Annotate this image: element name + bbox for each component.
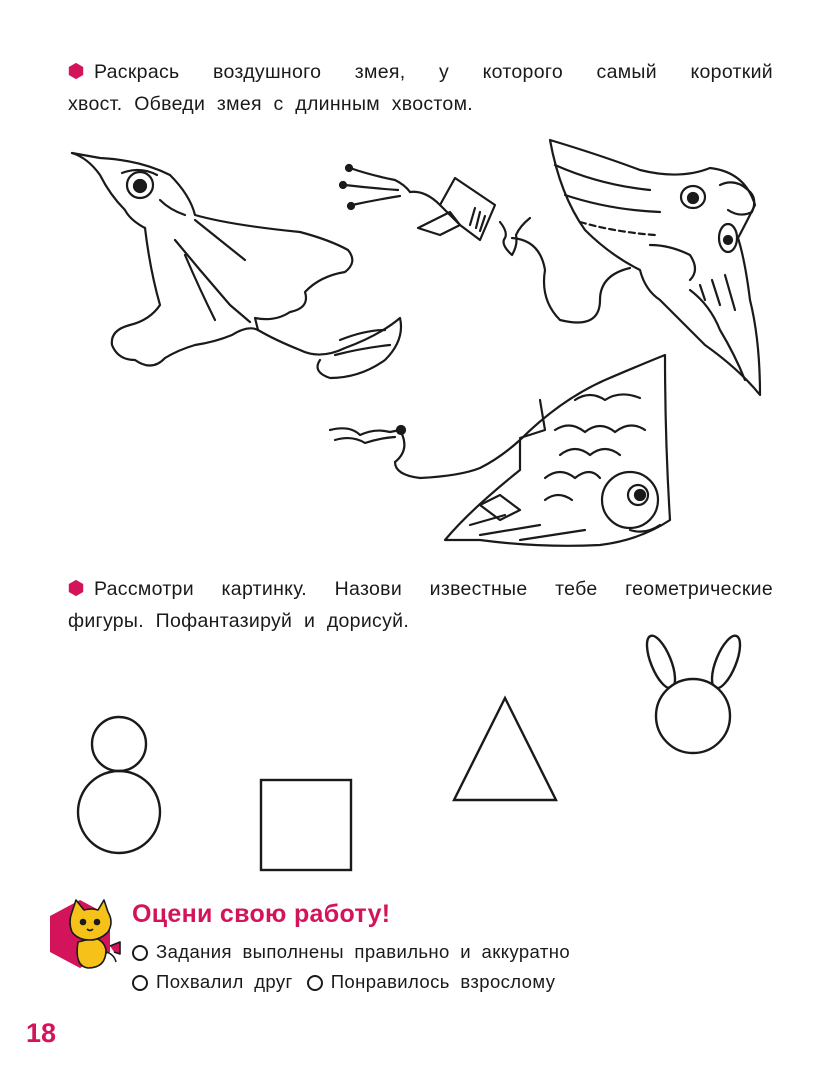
task-1-line-2: хвост. Обведи змея с длинным хвостом. bbox=[68, 93, 474, 115]
square bbox=[261, 780, 351, 870]
page-number: 18 bbox=[26, 1018, 57, 1048]
triangle bbox=[454, 698, 556, 800]
cat-mascot-icon bbox=[44, 896, 126, 974]
option-adult-liked: Понравилось взрослому bbox=[330, 971, 556, 992]
large-circle bbox=[78, 771, 160, 853]
option-friend-praised: Похвалил друг bbox=[156, 971, 293, 992]
task-2-line-1: Рассмотри картинку. Назови известные тебе геометрические bbox=[94, 578, 773, 600]
radio-circle-icon[interactable] bbox=[132, 975, 148, 991]
self-check-row-2 bbox=[132, 971, 555, 993]
task-2-line-2: фигуры. Пофантазируй и дорисуй. bbox=[68, 610, 410, 632]
bunny-head-circle bbox=[656, 679, 730, 753]
radio-circle-icon[interactable] bbox=[132, 945, 148, 961]
self-check-title: Оцени свою работу! bbox=[132, 900, 391, 928]
bunny-ear-right bbox=[706, 632, 746, 691]
task-1-line-1: Раскрась воздушного змея, у которого самый короткий bbox=[94, 61, 773, 83]
radio-circle-icon[interactable] bbox=[307, 975, 323, 991]
self-check-row-1 bbox=[132, 941, 570, 963]
small-circle bbox=[92, 717, 146, 771]
option-task-done: Задания выполнены правильно и аккуратно bbox=[156, 941, 571, 962]
